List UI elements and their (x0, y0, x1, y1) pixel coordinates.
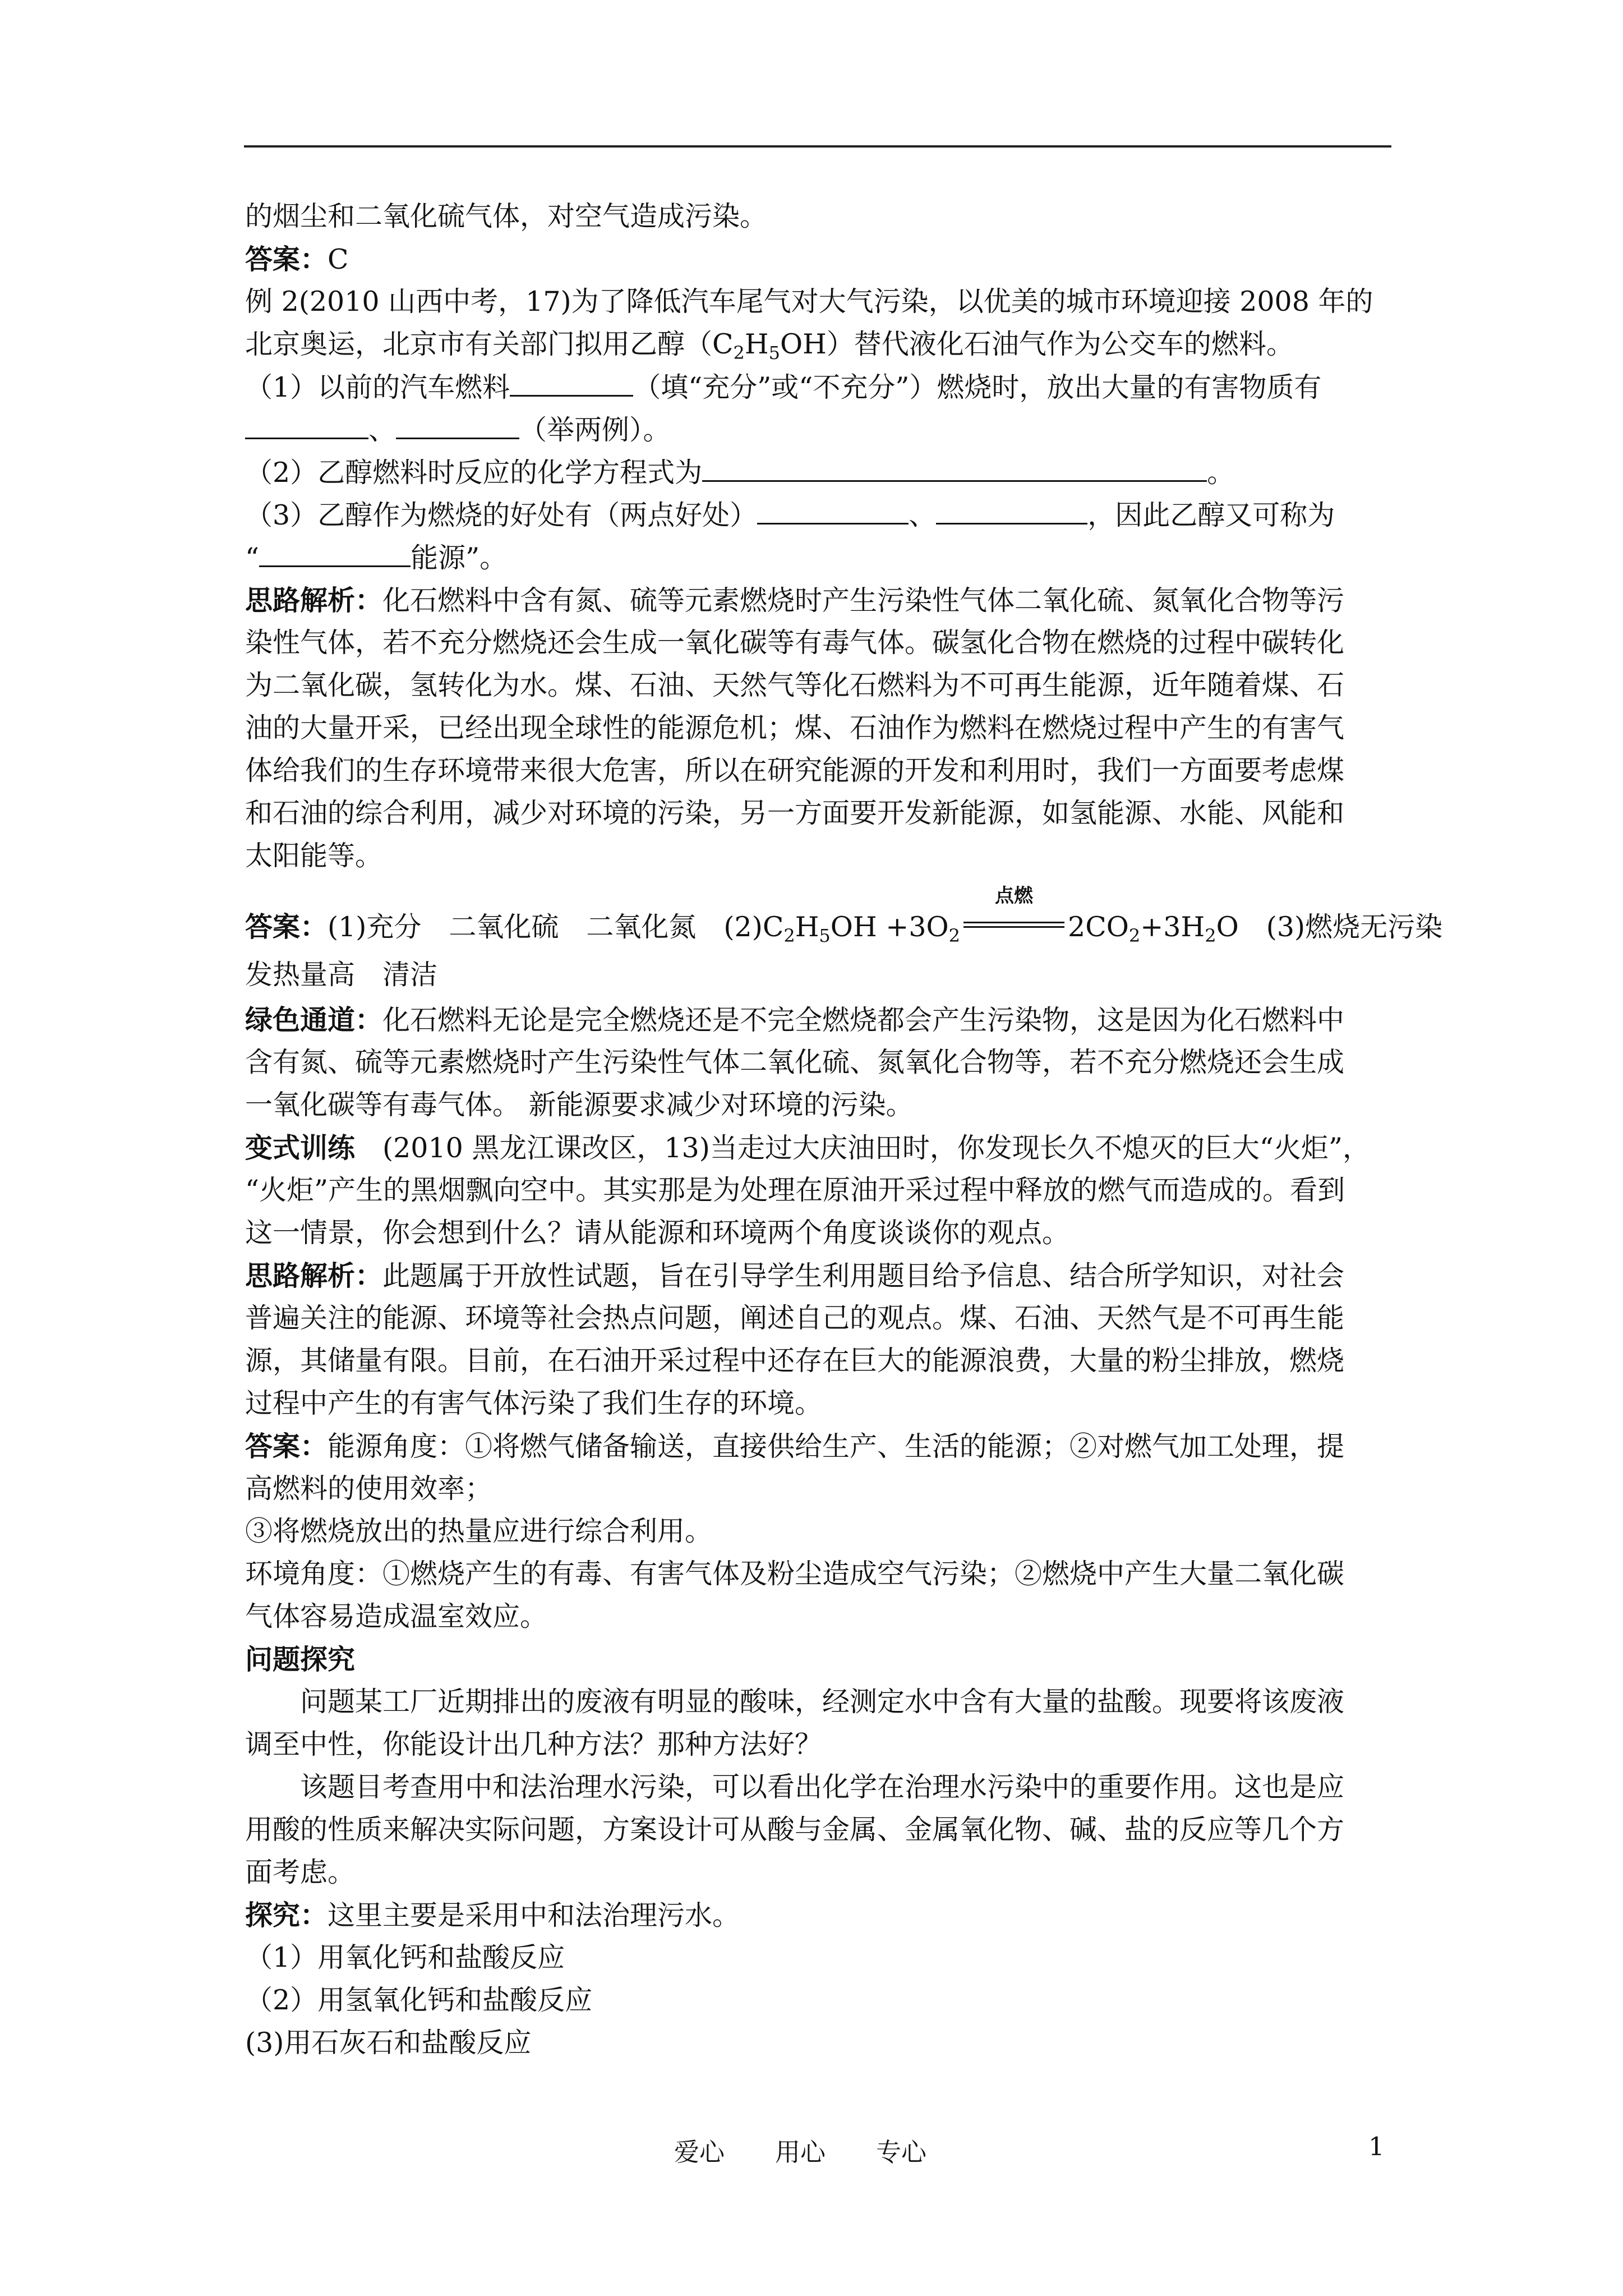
answer-3-line: ③将燃烧放出的热量应进行综合利用。 (245, 1515, 713, 1547)
analysis-2-line: 思路解析：此题属于开放性试题，旨在引导学生利用题目给予信息、结合所学知识，对社会 (245, 1259, 1345, 1292)
example-2-line: 北京奥运，北京市有关部门拟用乙醇$(C_2H_5OH)$替代液化石油气作为公交车的燃料。 (245, 328, 1294, 364)
answer-2: 答案：(1)充分 二氧化硫 二氧化氮 $(2)C_2H_5OH +3O_2$ 点燃 $2CO_2+3H_2O$ (3)燃烧无污染 (245, 885, 1443, 946)
answer-blank (510, 366, 633, 397)
answer-3-line: 高燃料的使用效率； (245, 1473, 493, 1504)
analysis-line: 和石油的综合利用，减少对环境的污染，另一方面要开发新能源，如氢能源、水能、风能和 (245, 797, 1345, 829)
explore-line: 探究：这里主要是采用中和法治理污水。 (245, 1899, 740, 1931)
analysis-line: 思路解析：化石燃料中含有氮、硫等元素燃烧时产生污染性气体二氧化硫、氮氧化合物等污 (245, 584, 1345, 616)
example-2-title: 例 2(2010 山西中考，17)为了降低汽车尾气对大气污染，以优美的城市环境迎接 2008 年的 (245, 286, 1373, 318)
green-channel-line: 含有氮、硫等元素燃烧时产生污染性气体二氧化硫、氮氧化合物等，若不充分燃烧还会生成 (245, 1046, 1345, 1078)
answer-1: 答案：C (245, 243, 349, 275)
variant-line: “火炬”产生的黑烟飘向空中。其实那是为处理在原油开采过程中释放的燃气而造成的。看到 (245, 1174, 1345, 1206)
answer-3-line: 答案：能源角度：①将燃气储备输送，直接供给生产、生活的能源；②对燃气加工处理，提 (245, 1430, 1345, 1462)
inquiry-title: 问题探究 (245, 1643, 356, 1676)
question-3-cont: “ 能源”。 (245, 536, 1389, 579)
inquiry-line: 用酸的性质来解决实际问题，方案设计可从酸与金属、金属氧化物、碱、盐的反应等几个方 (245, 1814, 1345, 1846)
inquiry-line: 面考虑。 (245, 1856, 356, 1888)
answer-blank (936, 494, 1087, 524)
page-body (245, 195, 1443, 2064)
analysis-line: 体给我们的生存环境带来很大危害，所以在研究能源的开发和利用时，我们一方面要考虑煤 (245, 754, 1345, 786)
answer-blank (259, 536, 411, 567)
analysis-line: 太阳能等。 (245, 840, 383, 872)
text-line: 的烟尘和二氧化硫气体，对空气造成污染。 (245, 200, 768, 232)
analysis-line: 为二氧化碳，氢转化为水。煤、石油、天然气等化石燃料为不可再生能源，近年随着煤、石 (245, 669, 1345, 701)
answer-3-line: 环境角度：①燃烧产生的有毒、有害气体及粉尘造成空气污染；②燃烧中产生大量二氧化碳 (245, 1558, 1345, 1590)
green-channel-line: 绿色通道：化石燃料无论是完全燃烧还是不完全燃烧都会产生污染物，这是因为化石燃料中 (245, 1004, 1345, 1036)
explore-item: （2）用氢氧化钙和盐酸反应 (245, 1984, 593, 2016)
answer-blank (245, 408, 368, 439)
green-channel-line: 一氧化碳等有毒气体。 新能源要求减少对环境的污染。 (245, 1089, 914, 1121)
answer-blank (702, 451, 1207, 482)
question-1: （1）以前的汽车燃料 （填“充分”或“不充分”）燃烧时，放出大量的有害物质有 (245, 366, 1389, 408)
footer-text: 爱心 用心 专心 (674, 2137, 927, 2167)
variant-line: 这一情景，你会想到什么？请从能源和环境两个角度谈谈你的观点。 (245, 1217, 1070, 1249)
reaction-condition: 点燃 (995, 885, 1034, 907)
inquiry-line: 该题目考查用中和法治理水污染，可以看出化学在治理水污染中的重要作用。这也是应 (300, 1771, 1345, 1803)
analysis-2-line: 源，其储量有限。目前，在石油开采过程中还存在巨大的能源浪费，大量的粉尘排放，燃烧 (245, 1345, 1345, 1377)
variant-line: 变式训练 (2010 黑龙江课改区，13)当走过大庆油田时，你发现长久不熄灭的巨大“火炬”， (245, 1131, 1370, 1164)
answer-2-cont: 发热量高 清洁 (245, 959, 438, 991)
answer-blank (757, 494, 909, 524)
answer-blank (396, 408, 519, 439)
analysis-line: 油的大量开采，已经出现全球性的能源危机；煤、石油作为燃料在燃烧过程中产生的有害气 (245, 712, 1345, 744)
question-3: （3）乙醇作为燃烧的好处有（两点好处） 、 ，因此乙醇又可称为 (245, 494, 1389, 536)
question-2: （2）乙醇燃料时反应的化学方程式为 。 (245, 451, 1389, 494)
question-1-cont: 、 （举两例）。 (245, 408, 1389, 451)
explore-item: （1）用氧化钙和盐酸反应 (245, 1941, 565, 1973)
analysis-line: 染性气体，若不充分燃烧还会生成一氧化碳等有毒气体。碳氢化合物在燃烧的过程中碳转化 (245, 627, 1345, 659)
inquiry-line: 调至中性，你能设计出几种方法？那种方法好？ (245, 1728, 823, 1760)
inquiry-line: 问题某工厂近期排出的废液有明显的酸味，经测定水中含有大量的盐酸。现要将该废液 (300, 1686, 1345, 1718)
page-number: 1 (1368, 2132, 1385, 2161)
analysis-2-line: 普遍关注的能源、环境等社会热点问题，阐述自己的观点。煤、石油、天然气是不可再生能 (245, 1302, 1345, 1334)
answer-3-line: 气体容易造成温室效应。 (245, 1600, 548, 1632)
reaction-arrow (963, 885, 1064, 931)
header-rule (244, 145, 1391, 148)
explore-item: (3)用石灰石和盐酸反应 (245, 2027, 532, 2059)
analysis-2-line: 过程中产生的有害气体污染了我们生存的环境。 (245, 1387, 823, 1419)
